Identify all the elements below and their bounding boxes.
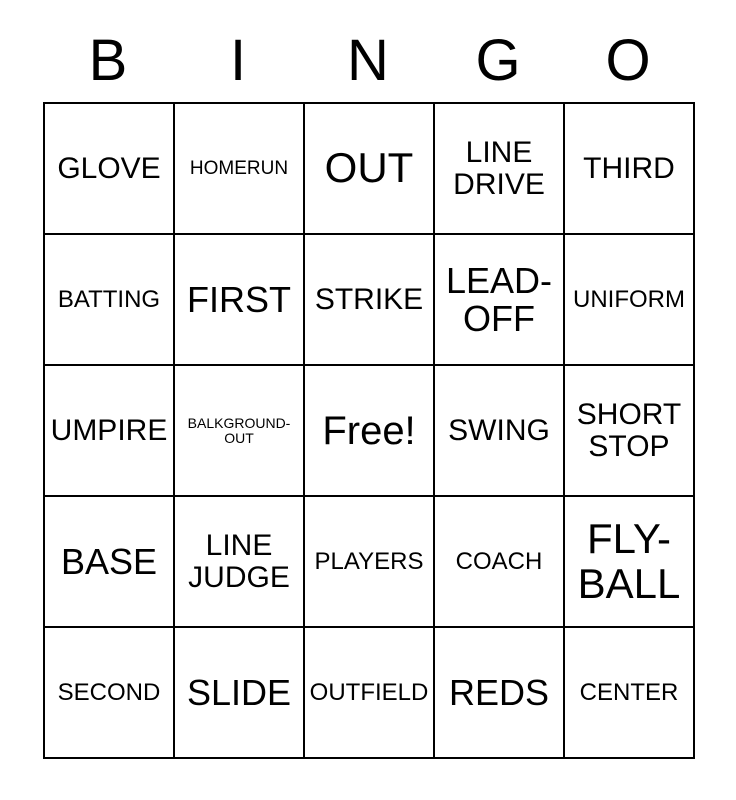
- bingo-cell-label: REDS: [448, 671, 550, 713]
- bingo-cell[interactable]: [564, 365, 694, 496]
- bingo-cell[interactable]: [434, 365, 564, 496]
- bingo-header-letter-o: O: [605, 28, 651, 93]
- bingo-grid-wrap: [43, 102, 693, 759]
- bingo-cell-label: FLY-BALL: [577, 515, 681, 607]
- bingo-row: [44, 496, 694, 627]
- bingo-cell-label: LINE JUDGE: [188, 529, 290, 594]
- bingo-cell-free[interactable]: [304, 365, 434, 496]
- bingo-cell-label: Free!: [322, 408, 416, 453]
- bingo-cell-label: SHORT STOP: [576, 398, 682, 463]
- bingo-cell[interactable]: [434, 234, 564, 365]
- bingo-cell-label: LINE DRIVE: [453, 136, 545, 201]
- bingo-cell[interactable]: [44, 496, 174, 627]
- bingo-cell[interactable]: [174, 234, 304, 365]
- bingo-cell[interactable]: [44, 234, 174, 365]
- bingo-cell[interactable]: [564, 103, 694, 234]
- bingo-cell[interactable]: [304, 103, 434, 234]
- bingo-grid: [43, 102, 695, 759]
- bingo-header-letter-g: G: [475, 28, 521, 93]
- bingo-cell[interactable]: [434, 103, 564, 234]
- bingo-header-letter-n: N: [347, 28, 389, 93]
- bingo-cell-label: STRIKE: [314, 282, 424, 316]
- bingo-header-letter-i: I: [229, 28, 247, 93]
- bingo-cell-label: THIRD: [583, 151, 675, 185]
- bingo-cell-label: SLIDE: [186, 671, 292, 713]
- bingo-cell-label: FIRST: [187, 278, 291, 320]
- bingo-cell-label: OUTFIELD: [309, 678, 429, 706]
- bingo-cell[interactable]: [44, 627, 174, 758]
- bingo-cell-label: UMPIRE: [50, 413, 168, 447]
- bingo-cell[interactable]: [174, 627, 304, 758]
- bingo-cell[interactable]: [304, 234, 434, 365]
- bingo-cell-label: GLOVE: [57, 151, 161, 185]
- bingo-cell-label: SECOND: [57, 678, 161, 706]
- bingo-cell[interactable]: [174, 365, 304, 496]
- bingo-cell-label: OUT: [324, 144, 414, 192]
- bingo-cell-label: UNIFORM: [573, 285, 685, 313]
- bingo-row: [44, 627, 694, 758]
- bingo-cell[interactable]: [44, 103, 174, 234]
- bingo-header-letter-b: B: [88, 28, 128, 93]
- bingo-cell[interactable]: [174, 496, 304, 627]
- bingo-cell-label: HOMERUN: [189, 157, 289, 179]
- bingo-cell-label: BATTING: [57, 285, 161, 313]
- bingo-cell[interactable]: [434, 496, 564, 627]
- bingo-cell-label: CENTER: [579, 678, 679, 706]
- bingo-cell[interactable]: [174, 103, 304, 234]
- bingo-cell-label: BALKGROUND-OUT: [187, 414, 291, 446]
- bingo-cell-label: LEAD-OFF: [445, 259, 553, 339]
- bingo-cell-label: SWING: [448, 413, 550, 447]
- bingo-cell-label: PLAYERS: [314, 547, 424, 575]
- bingo-header: [43, 0, 693, 94]
- bingo-row: [44, 234, 694, 365]
- bingo-row: [44, 365, 694, 496]
- bingo-cell[interactable]: [304, 496, 434, 627]
- bingo-cell-label: BASE: [60, 540, 158, 582]
- bingo-row: [44, 103, 694, 234]
- bingo-cell-label: COACH: [455, 547, 543, 575]
- bingo-cell[interactable]: [564, 496, 694, 627]
- bingo-cell[interactable]: [44, 365, 174, 496]
- bingo-cell[interactable]: [434, 627, 564, 758]
- bingo-cell[interactable]: [564, 234, 694, 365]
- bingo-cell[interactable]: [564, 627, 694, 758]
- bingo-cell[interactable]: [304, 627, 434, 758]
